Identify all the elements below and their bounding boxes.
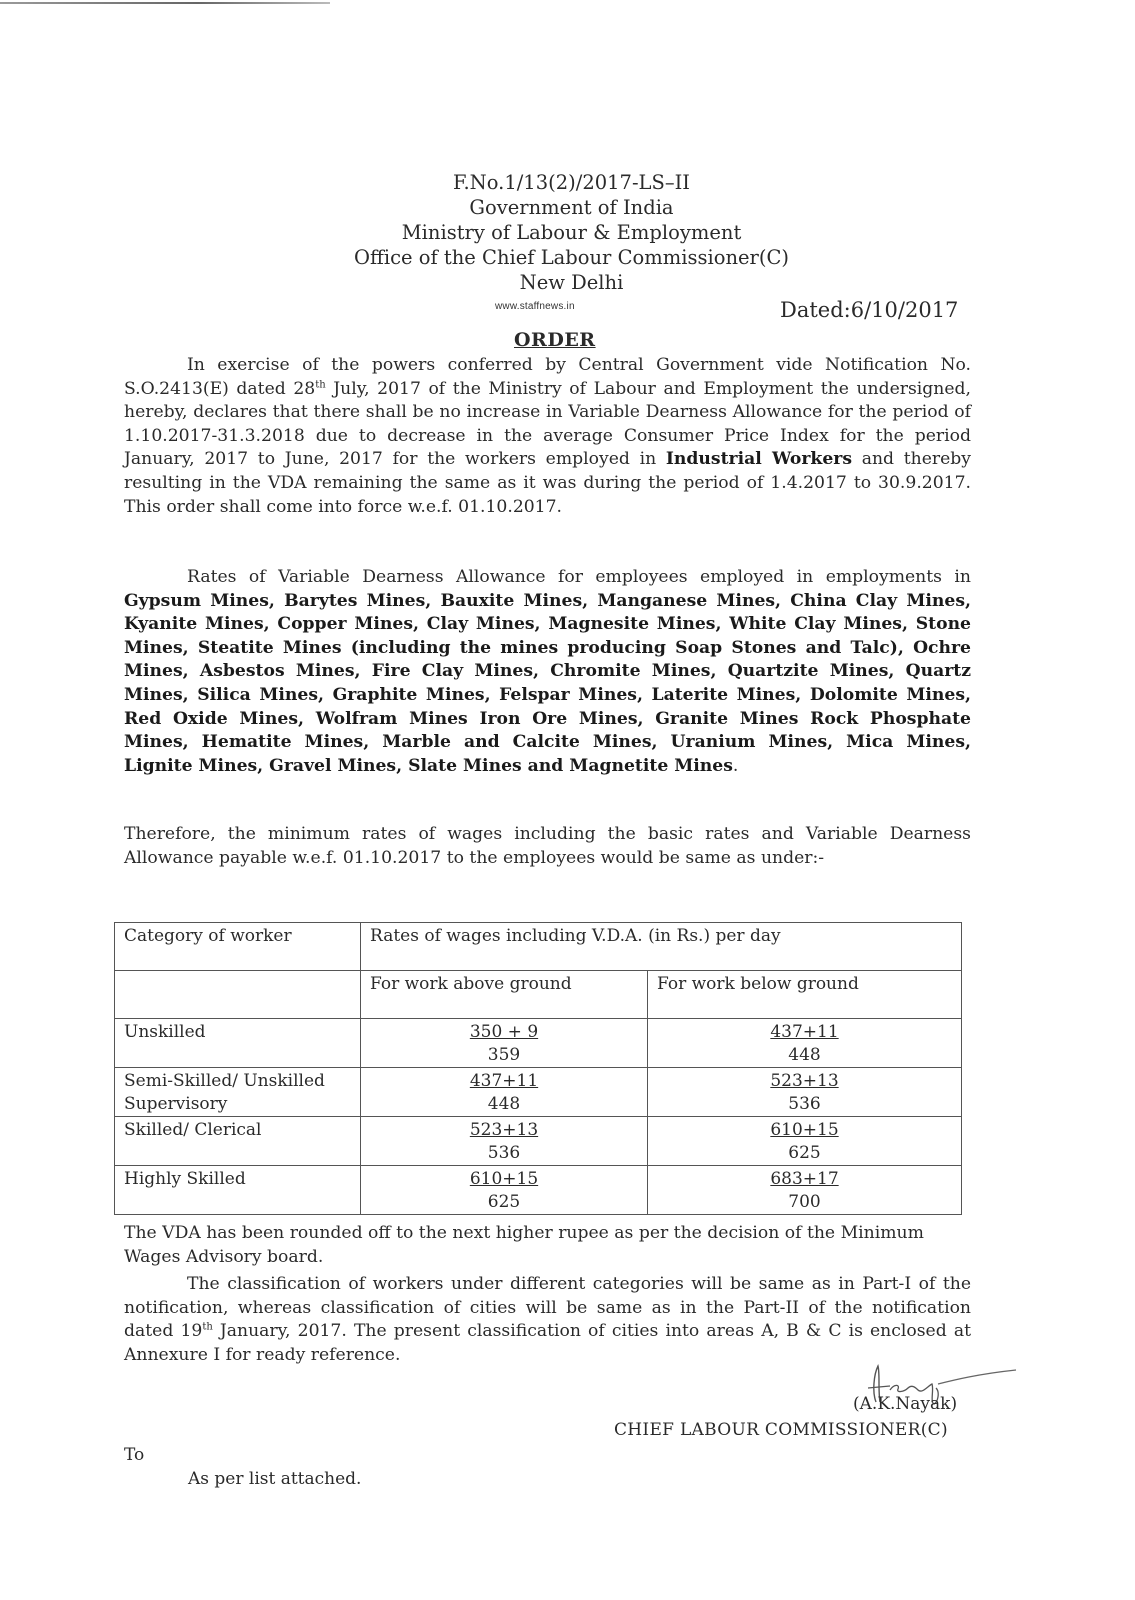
- below-calc: 683+17: [770, 1169, 839, 1189]
- row-category: Unskilled: [115, 1019, 361, 1068]
- below-total: 448: [788, 1045, 821, 1065]
- para1-bold-industrial-workers: Industrial Workers: [665, 449, 852, 470]
- table-row: [115, 1117, 962, 1166]
- above-calc: 523+13: [469, 1120, 539, 1140]
- para1-ordinal: th: [315, 378, 326, 390]
- ministry-name: Ministry of Labour & Employment: [401, 221, 742, 244]
- below-calc: 437+11: [770, 1022, 839, 1042]
- signatory-name: (A.K.Nayak): [853, 1394, 958, 1414]
- para1-text-b: July, 2017 of the Ministry of Labour and Employment the undersigned, hereby, declares that there shall be no increase in Variable Dearness Allowance for the period of 1.10.2017-31.3.2018 due to decrease in the average Consumer Price Index for the period January, 2017 to June, 2017 for the workers employed in: [124, 378, 972, 470]
- above-ground-cell: [361, 1068, 648, 1117]
- order-title: ORDER: [514, 329, 596, 351]
- para1-text-a: In exercise of the powers conferred by Central Government vide Notification No. S.O.2413(E) dated 28: [124, 355, 971, 399]
- row-category: Highly Skilled: [115, 1166, 361, 1215]
- above-calc: 610+15: [469, 1169, 539, 1189]
- above-calc: 350 + 9: [469, 1022, 539, 1042]
- table-subheader-row: [115, 971, 962, 1019]
- above-calc: 437+11: [469, 1071, 539, 1091]
- para5-ordinal: th: [202, 1321, 213, 1333]
- below-calc: 523+13: [770, 1071, 839, 1091]
- recipient-label: To: [124, 1445, 145, 1465]
- wages-table: [114, 922, 962, 1215]
- header-empty: [115, 971, 361, 1019]
- government-name: Government of India: [469, 196, 674, 219]
- table-row: [115, 1019, 962, 1068]
- paragraph-notification: [124, 354, 971, 519]
- paragraph-wages-intro: Therefore, the minimum rates of wages including the basic rates and Variable Dearness Allowance payable w.e.f. 01.10.2017 to the employees would be same as under:-: [124, 824, 971, 868]
- below-total: 625: [788, 1143, 821, 1163]
- order-date: Dated:6/10/2017: [780, 298, 959, 322]
- above-total: 359: [487, 1045, 521, 1065]
- above-total: 536: [487, 1143, 521, 1163]
- below-total: 700: [788, 1192, 821, 1212]
- above-ground-cell: [361, 1117, 648, 1166]
- signatory-title: CHIEF LABOUR COMMISSIONER(C): [614, 1420, 948, 1440]
- file-number: F.No.1/13(2)/2017-LS–II: [452, 171, 690, 194]
- paragraph-classification: [124, 1273, 971, 1367]
- para1-text-c: and thereby resulting in the VDA remaining the same as it was during the period of 1.4.2017 to 30.9.2017. This order shall come into force w.e.f. 01.10.2017.: [124, 449, 971, 517]
- header-below-ground: For work below ground: [648, 971, 962, 1019]
- row-category: Skilled/ Clerical: [115, 1117, 361, 1166]
- para5-text-a: The classification of workers under different categories will be same as in Part-I of the notification, whereas classification of cities will be same as in the Part-II of the notification dated 19: [124, 1274, 971, 1342]
- below-total: 536: [788, 1094, 821, 1114]
- paragraph-mines-list: [124, 566, 971, 778]
- table-header-row: [115, 923, 962, 971]
- above-total: 625: [487, 1192, 521, 1212]
- recipient-list: As per list attached.: [188, 1469, 362, 1489]
- above-ground-cell: [361, 1166, 648, 1215]
- table-row: [115, 1166, 962, 1215]
- below-ground-cell: [648, 1019, 962, 1068]
- below-calc: 610+15: [770, 1120, 839, 1140]
- scan-edge-line: [0, 2, 330, 4]
- row-category: Semi-Skilled/ Unskilled Supervisory: [115, 1068, 361, 1117]
- table-row: [115, 1068, 962, 1117]
- para2-text: Rates of Variable Dearness Allowance for employees employed in employments in: [187, 567, 971, 587]
- header-rates: Rates of wages including V.D.A. (in Rs.) per day: [361, 923, 962, 971]
- para2-end: .: [732, 755, 739, 776]
- below-ground-cell: [648, 1117, 962, 1166]
- above-ground-cell: [361, 1019, 648, 1068]
- header-category: Category of worker: [115, 923, 361, 971]
- paragraph-vda-rounding: The VDA has been rounded off to the next higher rupee as per the decision of the Minimum Wages Advisory board.: [124, 1223, 924, 1267]
- below-ground-cell: [648, 1166, 962, 1215]
- mines-list-bold: Gypsum Mines, Barytes Mines, Bauxite Mines, Manganese Mines, China Clay Mines, Kyanite Mines, Copper Mines, Clay Mines, Magnesite Mines, White Clay Mines, Stone Mines, Steatite Mines (including the mines producing Soap Stones and Talc), Ochre Mines, Asbestos Mines, Fire Clay Mines, Chromite Mines, Quartzite Mines, Quartz Mines, Silica Mines, Graphite Mines, Felspar Mines, Laterite Mines, Dolomite Mines, Red Oxide Mines, Wolfram Mines Iron Ore Mines, Granite Mines Rock Phosphate Mines, Hematite Mines, Marble and Calcite Mines, Uranium Mines, Mica Mines, Lignite Mines, Gravel Mines, Slate Mines and Magnetite Mines: [124, 590, 971, 776]
- website-watermark: www.staffnews.in: [495, 301, 575, 312]
- city-name: New Delhi: [519, 271, 624, 294]
- below-ground-cell: [648, 1068, 962, 1117]
- header-above-ground: For work above ground: [361, 971, 648, 1019]
- document-header: [0, 170, 1135, 295]
- para5-text-b: January, 2017. The present classification of cities into areas A, B & C is enclosed at Annexure I for ready reference.: [124, 1321, 971, 1365]
- above-total: 448: [487, 1094, 521, 1114]
- office-name: Office of the Chief Labour Commissioner(C): [354, 246, 789, 269]
